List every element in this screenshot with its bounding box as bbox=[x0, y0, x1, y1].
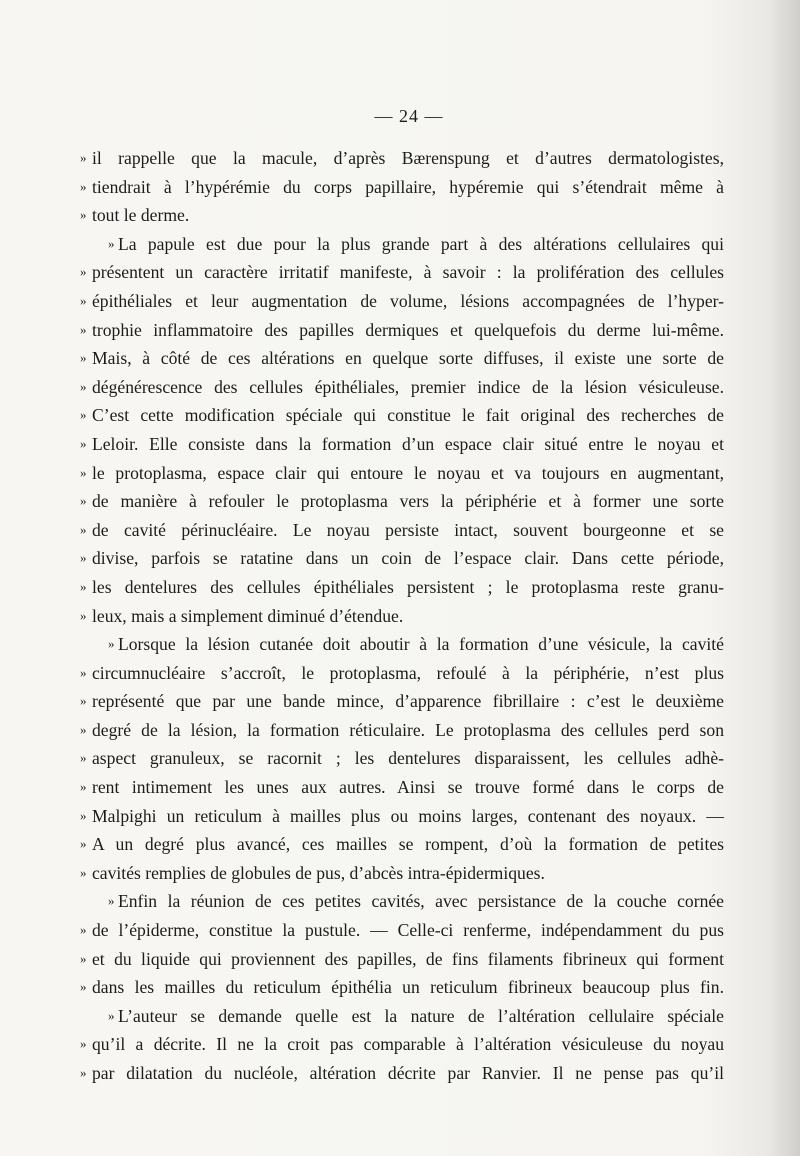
line-text: par dilatation du nucléole, altération décrite par Ranvier. Il ne pense pas qu’il bbox=[92, 1063, 724, 1083]
quote-mark: » bbox=[80, 264, 87, 280]
text-line bbox=[80, 573, 724, 602]
body-text bbox=[80, 144, 724, 1088]
text-line bbox=[80, 659, 724, 688]
quote-mark: » bbox=[80, 607, 87, 623]
quote-mark: » bbox=[80, 864, 87, 880]
text-line bbox=[80, 602, 724, 631]
quote-mark: » bbox=[80, 407, 87, 423]
text-line bbox=[80, 544, 724, 573]
line-text: de cavité périnucléaire. Le noyau persiste intact, souvent bourgeonne et se bbox=[92, 519, 724, 540]
quote-mark: » bbox=[80, 321, 87, 337]
page-number: — 24 — bbox=[374, 106, 444, 126]
quote-mark: » bbox=[80, 836, 87, 852]
line-text: trophie inflammatoire des papilles dermiques et quelquefois du derme lui-même. bbox=[92, 319, 724, 340]
line-text: rent intimement les unes aux autres. Ainsi se trouve formé dans le corps de bbox=[92, 777, 724, 798]
quote-mark: » bbox=[80, 350, 87, 366]
line-text: Mais, à côté de ces altérations en quelque sorte diffuses, il existe une sorte de bbox=[92, 348, 724, 369]
text-line bbox=[80, 1059, 724, 1088]
quote-mark: » bbox=[80, 979, 87, 995]
line-text: de manière à refouler le protoplasma vers la périphérie et à former une sorte bbox=[92, 491, 724, 512]
text-line bbox=[80, 945, 724, 974]
quote-mark: » bbox=[108, 893, 115, 909]
text-line bbox=[80, 744, 724, 773]
text-line bbox=[80, 316, 724, 345]
text-line bbox=[80, 373, 724, 402]
line-text: dans les mailles du reticulum épithélia un reticulum fibrineux beaucoup plus fin. bbox=[92, 977, 724, 998]
quote-mark: » bbox=[80, 521, 87, 537]
quote-mark: » bbox=[80, 664, 87, 680]
quote-mark: » bbox=[108, 235, 115, 251]
line-text: les dentelures des cellules épithéliales persistent ; le protoplasma reste granu- bbox=[92, 576, 724, 597]
line-text: il rappelle que la macule, d’après Bærenspung et d’autres dermatologistes, bbox=[92, 148, 724, 168]
quote-mark: » bbox=[80, 950, 87, 966]
text-line bbox=[80, 830, 724, 859]
line-text: dégénérescence des cellules épithéliales, premier indice de la lésion vésiculeuse. bbox=[92, 376, 724, 397]
line-text: La papule est due pour la plus grande part à des altérations cellulaires qui bbox=[118, 233, 724, 254]
line-text: cavités remplies de globules de pus, d’abcès intra-épidermiques. bbox=[92, 862, 545, 883]
text-line bbox=[92, 887, 724, 916]
line-text: L’auteur se demande quelle est la nature de l’altération cellulaire spéciale bbox=[118, 1005, 724, 1026]
quote-mark: » bbox=[80, 550, 87, 566]
line-text: le protoplasma, espace clair qui entoure le noyau et va toujours en augmentant, bbox=[92, 462, 724, 483]
text-line bbox=[80, 201, 724, 230]
line-text: représenté que par une bande mince, d’apparence fibrillaire : c’est le deuxième bbox=[92, 691, 724, 712]
text-line bbox=[92, 630, 724, 659]
quote-mark: » bbox=[80, 378, 87, 394]
quote-mark: » bbox=[80, 1065, 87, 1080]
quote-mark: » bbox=[80, 150, 87, 165]
text-line bbox=[80, 144, 724, 173]
quote-mark: » bbox=[108, 1007, 115, 1023]
line-text: Leloir. Elle consiste dans la formation d’un espace clair situé entre le noyau et bbox=[92, 433, 724, 454]
line-text: tout le derme. bbox=[92, 205, 190, 226]
text-line bbox=[80, 687, 724, 716]
line-text: tiendrait à l’hypérémie du corps papillaire, hypéremie qui s’étendrait même à bbox=[92, 176, 724, 197]
quote-mark: » bbox=[80, 779, 87, 795]
quote-mark: » bbox=[80, 435, 87, 451]
text-line bbox=[80, 459, 724, 488]
quote-mark: » bbox=[80, 1036, 87, 1052]
line-text: leux, mais a simplement diminué d’étendue. bbox=[92, 605, 404, 626]
text-line bbox=[80, 859, 724, 888]
text-line bbox=[92, 230, 724, 259]
quote-mark: » bbox=[108, 636, 115, 652]
quote-mark: » bbox=[80, 721, 87, 737]
line-text: et du liquide qui proviennent des papilles, de fins filaments fibrineux qui forment bbox=[92, 948, 724, 969]
text-line bbox=[80, 173, 724, 202]
text-line bbox=[80, 973, 724, 1002]
line-text: A un degré plus avancé, ces mailles se rompent, d’où la formation de petites bbox=[92, 834, 724, 855]
quote-mark: » bbox=[80, 693, 87, 709]
text-line bbox=[80, 516, 724, 545]
line-text: présentent un caractère irritatif manifeste, à savoir : la prolifération des cellules bbox=[92, 262, 724, 283]
quote-mark: » bbox=[80, 464, 87, 480]
text-line bbox=[80, 773, 724, 802]
quote-mark: » bbox=[80, 207, 87, 223]
text-line bbox=[80, 287, 724, 316]
text-line bbox=[80, 344, 724, 373]
quote-mark: » bbox=[80, 807, 87, 823]
quote-mark: » bbox=[80, 292, 87, 308]
text-line bbox=[80, 1030, 724, 1059]
line-text: aspect granuleux, se racornit ; les dentelures disparaissent, les cellules adhè- bbox=[92, 748, 724, 769]
line-text: degré de la lésion, la formation réticulaire. Le protoplasma des cellules perd son bbox=[92, 719, 724, 740]
text-line bbox=[80, 916, 724, 945]
line-text: Lorsque la lésion cutanée doit aboutir à la formation d’une vésicule, la cavité bbox=[118, 634, 724, 655]
line-text: épithéliales et leur augmentation de volume, lésions accompagnées de l’hyper- bbox=[92, 290, 724, 311]
text-line bbox=[80, 716, 724, 745]
text-line bbox=[80, 802, 724, 831]
quote-mark: » bbox=[80, 178, 87, 194]
line-text: divise, parfois se ratatine dans un coin de l’espace clair. Dans cette période, bbox=[92, 548, 724, 569]
text-line bbox=[92, 1002, 724, 1031]
line-text: qu’il a décrite. Il ne la croit pas comparable à l’altération vésiculeuse du noyau bbox=[92, 1034, 724, 1055]
quote-mark: » bbox=[80, 578, 87, 594]
line-text: de l’épiderme, constitue la pustule. — Celle-ci renferme, indépendamment du pus bbox=[92, 920, 724, 941]
line-text: Enfin la réunion de ces petites cavités, avec persistance de la couche cornée bbox=[118, 891, 724, 912]
text-line bbox=[80, 258, 724, 287]
line-text: circumnucléaire s’accroît, le protoplasma, refoulé à la périphérie, n’est plus bbox=[92, 662, 724, 683]
text-line bbox=[80, 430, 724, 459]
text-line bbox=[80, 487, 724, 516]
text-line bbox=[80, 401, 724, 430]
quote-mark: » bbox=[80, 922, 87, 938]
line-text: Malpighi un reticulum à mailles plus ou moins larges, contenant des noyaux. — bbox=[92, 805, 724, 826]
line-text: C’est cette modification spéciale qui constitue le fait original des recherches de bbox=[92, 405, 724, 426]
quote-mark: » bbox=[80, 750, 87, 766]
quote-mark: » bbox=[80, 493, 87, 509]
